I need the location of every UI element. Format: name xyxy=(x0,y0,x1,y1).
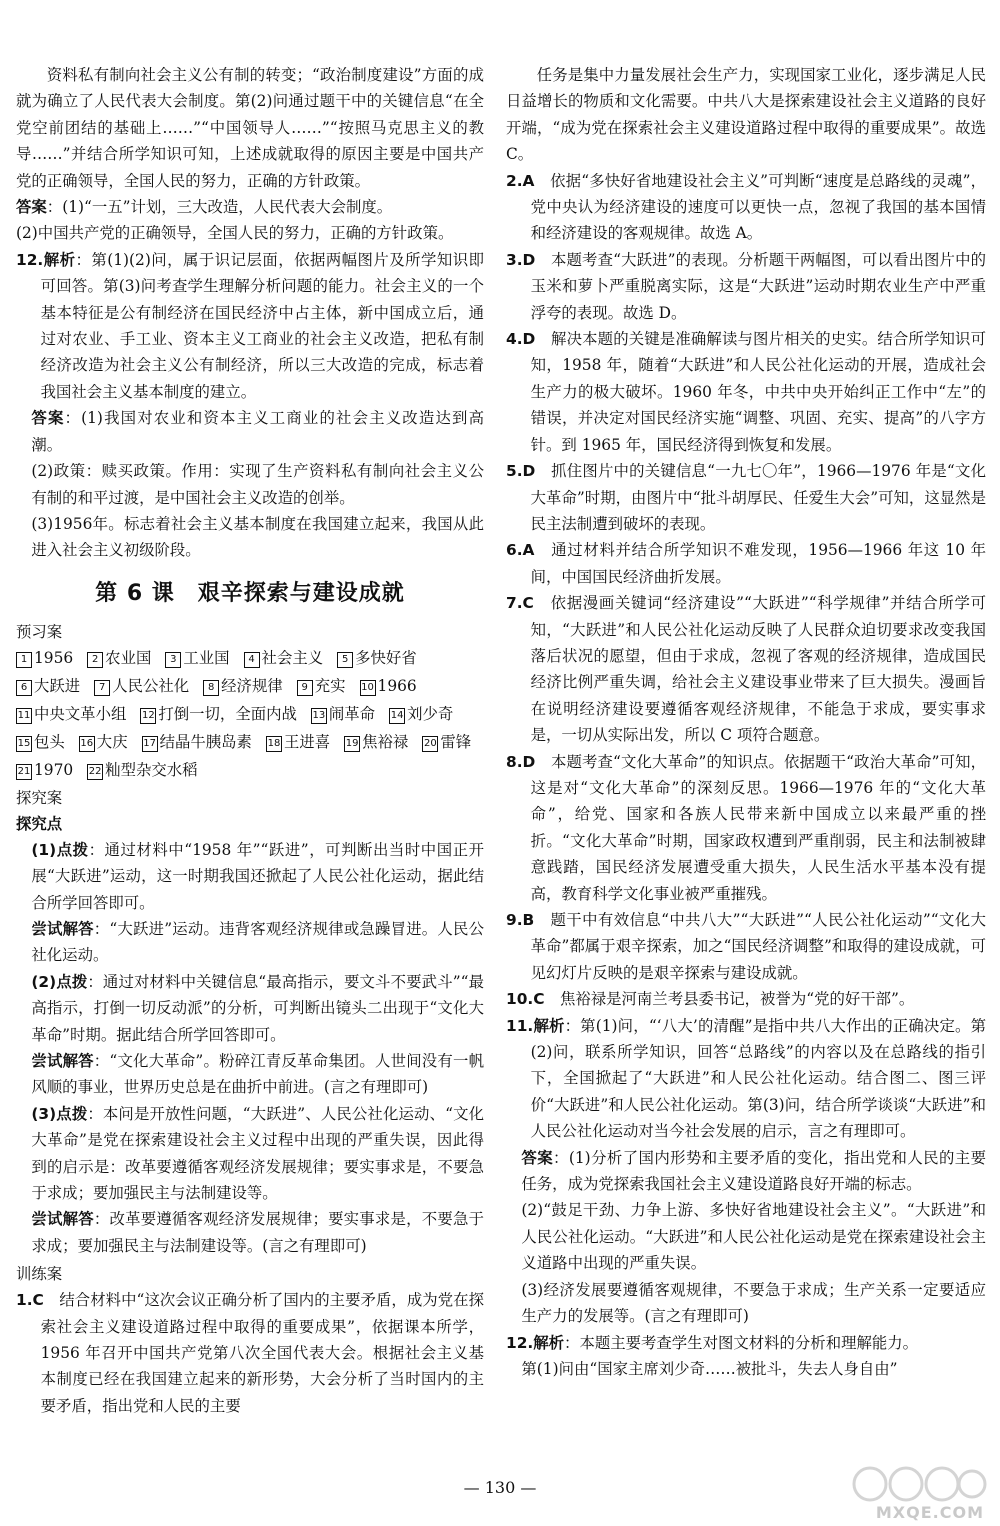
preview-answer-item xyxy=(16,729,65,755)
question-7 xyxy=(506,590,986,748)
preview-answer-text: 1966 xyxy=(377,676,417,695)
preview-answer-item xyxy=(94,673,189,699)
answer-line: (3)经济发展要遵循客观规律，不要急于求成；生产关系一定要适应生产力的发展等。(言之有理即可) xyxy=(521,1280,986,1326)
item-text: 依据漫画关键词“经济建设”“大跃进”“科学规律”并结合所学可知，“大跃进”和人民公社化运动反映了人民群众迫切要求改变我国落后状况的愿望，但由于求成，忽视了客观的经济规律，造成国民经济比例严重失调，给社会主义建设事业带来了巨大损失。漫画旨在说明经济建设要遵循客观经济规律，不能急于求成，要实事求是，一切从实际出发，所以 C 项符合题意。 xyxy=(530,594,986,745)
item-label: 5.D xyxy=(506,462,536,481)
item-label: 10.C xyxy=(506,990,545,1009)
number-box: 15 xyxy=(16,736,32,752)
preview-answer-item xyxy=(297,673,346,699)
preview-answer-text: 焦裕禄 xyxy=(362,732,409,751)
preview-answer-text: 经济规律 xyxy=(221,676,283,695)
paragraph: 资料私有制向社会主义公有制的转变；“政治制度建设”方面的成就为确立了人民代表大会制度。第(2)问通过题干中的关键信息“在全党空前团结的基础上……”“中国领导人……”“按照马克思主义的教导……”并结合所学知识可知，上述成就取得的原因主要是中国共产党的正确领导，全国人民的努力，正确的方针政策。 xyxy=(16,66,484,190)
answer-label: 答案 xyxy=(31,409,65,428)
preview-answer-item xyxy=(16,673,80,699)
question-10 xyxy=(506,986,986,1012)
item-label: (3)点拨 xyxy=(31,1104,88,1123)
item-label: 6.A xyxy=(506,541,535,560)
preview-answer-item xyxy=(344,729,408,755)
section-heading-preview: 预习案 xyxy=(16,622,63,641)
preview-answer-text: 闹革命 xyxy=(328,704,376,723)
question-11-analysis xyxy=(506,1013,986,1145)
paragraph: 任务是集中力量发展社会生产力，实现国家工业化，逐步满足人民日益增长的物质和文化需要。中共八大是探索建设社会主义道路的良好开端，“成为党在探索社会主义建设道路过程中取得的重要成果”。故选 C。 xyxy=(506,66,986,164)
section-heading-training: 训练案 xyxy=(16,1265,63,1284)
preview-answer-text: 工业国 xyxy=(183,648,230,667)
item-text: 本题考查“文化大革命”的知识点。依据题干“政治大革命”可知，这是对“文化大革命”的深刻反思。1966—1976 年的“文化大革命”，给党、国家和各族人民带来新中国成立以来最严重的挫折。“文化大革命”时期，国家政权遭到严重削弱，民主和法制被肆意践踏，国民经济发展遭受重大损失，人民生活水平基本没有提高，教育科学文化事业被严重摧残。 xyxy=(530,752,986,903)
preview-answer-text: 社会主义 xyxy=(261,648,324,667)
answer-text: ：(1)我国对农业和资本主义工商业的社会主义改造达到高潮。 xyxy=(31,409,484,454)
try-label: 尝试解答 xyxy=(31,1051,94,1070)
try-label: 尝试解答 xyxy=(31,919,94,938)
number-box: 12 xyxy=(140,708,156,724)
lesson-title: 第 6 课 艰辛探索与建设成就 xyxy=(95,580,405,606)
try-answer xyxy=(16,1048,484,1101)
number-box: 5 xyxy=(337,652,353,668)
explore-point-heading: 探究点 xyxy=(16,814,63,833)
item-label: (1)点拨 xyxy=(31,840,89,859)
answer-text: ：(1)“一五”计划，三大改造，人民代表大会制度。 xyxy=(46,198,393,217)
preview-answer-text: 籼型杂交水稻 xyxy=(105,760,198,779)
item-label: 9.B xyxy=(506,911,535,929)
item-text: 解决本题的关键是准确解读与图片相关的史实。结合所学知识可知，1958 年，随着“大跃进”和人民公社化运动的开展，造成社会生产力的极大破坏。1960 年冬，中共中央开始纠正工作中“左”的错误，并决定对国民经济实施“调整、巩固、充实、提高”的八字方针。到 1965 年，国民经济得到恢复和发展。 xyxy=(530,330,986,454)
item-label: 12.解析 xyxy=(16,250,76,269)
preview-answer-item xyxy=(337,645,417,671)
section-heading-explore: 探究案 xyxy=(16,788,63,807)
explore-item xyxy=(16,969,484,1048)
preview-answer-text: 多快好省 xyxy=(355,648,417,667)
item-text: ：通过对材料中关键信息“最高指示，要文斗不要武斗”“最高指示，打倒一切反动派”的分析，可判断出镜头二出现于“文化大革命”时期。据此结合所学回答即可。 xyxy=(31,972,484,1044)
explore-item xyxy=(16,837,484,916)
try-answer xyxy=(16,916,484,969)
item-text: 通过材料并结合所学知识不难发现，1956—1966 年这 10 年间，中国国民经济曲折发展。 xyxy=(530,541,986,586)
number-box: 11 xyxy=(16,708,32,724)
answer-line: (2)中国共产党的正确领导，全国人民的努力，正确的方针政策。 xyxy=(16,224,454,243)
preview-answer-text: 结晶牛胰岛素 xyxy=(159,732,252,751)
item-text: ：通过材料中“1958 年”“跃进”，可判断出当时中国正开展“大跃进”运动，这一时期我国还掀起了人民公社化运动，据此结合所学回答即可。 xyxy=(31,840,484,912)
preview-answer-item xyxy=(203,673,283,699)
preview-answer-item xyxy=(16,701,126,727)
item-text: 依据“多快好省地建设社会主义”可判断“速度是总路线的灵魂”，党中央认为经济建设的速度可以更快一点，忽视了我国的基本国情和经济建设的客观规律。故选 A。 xyxy=(530,171,986,243)
question-2 xyxy=(506,168,986,247)
try-text: ：“大跃进”运动。违背客观经济规律或急躁冒进。人民公社化运动。 xyxy=(31,919,484,965)
preview-answer-text: 大庆 xyxy=(96,732,128,751)
question-8 xyxy=(506,749,986,907)
preview-answer-text: 1970 xyxy=(34,760,74,779)
question-12-analysis xyxy=(506,1330,986,1356)
preview-answer-text: 包头 xyxy=(34,732,65,751)
preview-answer-text: 1956 xyxy=(34,648,74,667)
preview-answer-text: 充实 xyxy=(314,676,346,695)
preview-answer-text: 中央文革小组 xyxy=(34,704,127,723)
number-box: 8 xyxy=(203,680,219,696)
preview-answer-item xyxy=(16,645,73,671)
left-column xyxy=(16,62,484,1419)
number-box: 20 xyxy=(422,736,438,752)
number-box: 3 xyxy=(165,652,181,668)
try-answer xyxy=(16,1206,484,1259)
preview-answer-item xyxy=(165,645,229,671)
question-4 xyxy=(506,326,986,458)
preview-answer-item xyxy=(87,757,197,783)
number-box: 1 xyxy=(16,652,32,668)
preview-answer-item xyxy=(79,729,128,755)
preview-answer-item xyxy=(140,701,297,727)
answer-line: (2)政策：赎买政策。作用：实现了生产资料私有制向社会主义公有制的和平过渡，是中国社会主义改造的创举。 xyxy=(31,462,484,507)
preview-answer-text: 大跃进 xyxy=(34,676,81,695)
number-box: 4 xyxy=(244,652,260,668)
item-label: 7.C xyxy=(506,594,534,613)
preview-answer-item xyxy=(389,701,453,727)
number-box: 18 xyxy=(266,736,282,752)
number-box: 10 xyxy=(360,680,376,696)
preview-answer-item xyxy=(311,701,375,727)
question-1 xyxy=(16,1287,484,1419)
number-box: 14 xyxy=(389,708,405,724)
page-number: — 130 — xyxy=(463,1478,537,1497)
preview-answer-text: 人民公社化 xyxy=(112,676,190,695)
preview-answer-item xyxy=(16,757,73,783)
number-box: 2 xyxy=(87,652,103,668)
right-column xyxy=(506,62,986,1382)
preview-answer-item xyxy=(360,673,417,699)
preview-answer-item xyxy=(87,645,151,671)
question-9 xyxy=(506,907,986,986)
number-box: 13 xyxy=(311,708,327,724)
answer-line: (2)“鼓足干劲、力争上游、多快好省地建设社会主义”。“大跃进”和人民公社化运动。“大跃进”和人民公社化运动是党在探索建设社会主义道路中出现的严重失误。 xyxy=(521,1201,986,1273)
answer-text: ：(1)分析了国内形势和主要矛盾的变化，指出党和人民的主要任务，成为党探索我国社会主义建设道路良好开端的标志。 xyxy=(521,1148,986,1194)
answer-line xyxy=(16,405,484,458)
number-box: 21 xyxy=(16,764,32,780)
answer-line: (3)1956年。标志着社会主义基本制度在我国建立起来，我国从此进入社会主义初级阶段。 xyxy=(31,514,484,560)
try-text: ：改革要遵循客观经济发展规律；要实事求是，不要急于求成；要加强民主与法制建设等。(言之有理即可) xyxy=(31,1210,484,1255)
paragraph: 第(1)问由“国家主席刘少奇……被批斗，失去人身自由” xyxy=(521,1359,898,1378)
explore-item xyxy=(16,1101,484,1207)
item-text: ：第(1)(2)问，属于识记层面，依据两幅图片及所学知识即可回答。第(3)问考查学生理解分析问题的能力。社会主义的一个基本特征是公有制经济在国民经济中占主体，新中国成立后，通过对农业、手工业、资本主义工商业的社会主义改造，把私有制经济改造为社会主义公有制经济，所以三大改造的完成，标志着我国社会主义基本制度的建立。 xyxy=(40,250,485,401)
preview-answer-text: 王进喜 xyxy=(283,732,331,751)
preview-answer-item xyxy=(266,729,330,755)
item-text: 焦裕禄是河南兰考县委书记，被誉为“党的好干部”。 xyxy=(544,990,915,1009)
preview-answer-text: 打倒一切，全面内战 xyxy=(158,704,297,723)
question-5 xyxy=(506,458,986,537)
item-text: ：本问是开放性问题，“大跃进”、人民公社化运动、“文化大革命”是党在探索建设社会主义过程中出现的严重失误，因此得到的启示是：改革要遵循客观经济发展规律；要实事求是，不要急于求成；要加强民主与法制建设等。 xyxy=(31,1104,484,1202)
item-label: 1.C xyxy=(16,1291,44,1310)
item-label: 2.A xyxy=(506,171,535,190)
number-box: 9 xyxy=(297,680,313,696)
try-label: 尝试解答 xyxy=(31,1210,94,1229)
number-box: 17 xyxy=(142,736,158,752)
number-box: 22 xyxy=(87,764,103,780)
preview-answer-text: 刘少奇 xyxy=(407,704,454,723)
preview-answer-item xyxy=(422,729,471,755)
answer-line xyxy=(506,1145,986,1198)
preview-answer-list xyxy=(16,645,484,783)
number-box: 7 xyxy=(94,680,110,696)
question-3 xyxy=(506,247,986,326)
answer-label: 答案 xyxy=(16,198,47,217)
number-box: 16 xyxy=(79,736,95,752)
watermark-text: MXQE.COM xyxy=(875,1503,984,1522)
try-text: ：“文化大革命”。粉碎江青反革命集团。人世间没有一帆风顺的事业，世界历史总是在曲折中前进。(言之有理即可) xyxy=(31,1051,484,1097)
item-label: 4.D xyxy=(506,330,536,349)
item-text: ：本题主要考查学生对图文材料的分析和理解能力。 xyxy=(564,1333,919,1352)
item-text: 抓住图片中的关键信息“一九七〇年”，1966—1976 年是“文化大革命”时期，由图片中“批斗胡厚民、任爱生大会”可知，这显然是民主法制遭到破坏的表现。 xyxy=(530,462,986,533)
item-text: 结合材料中“这次会议正确分析了国内的主要矛盾，成为党在探索社会主义建设道路过程中取得的重要成果”，依据课本所学，1956 年召开中国共产党第八次全国代表大会。根据社会主义基本制度已经在我国建立起来的新形势，大会分析了当时国内的主要矛盾，指出党和人民的主要 xyxy=(40,1291,484,1415)
preview-answer-text: 雷锋 xyxy=(440,732,472,751)
preview-answer-text: 农业国 xyxy=(105,648,152,667)
item-text: ：第(1)问，“‘八大’的清醒”是指中共八大作出的正确决定。第(2)问，联系所学知识，回答“总路线”的内容以及在总路线的指引下，全国掀起了“大跃进”和人民公社化运动。结合图二、图三评价“大跃进”和人民公社化运动。第(3)问，结合所学谈谈“大跃进”和人民公社化运动对当今社会发展的启示，言之有理即可。 xyxy=(530,1016,987,1141)
answer-label: 答案 xyxy=(521,1148,554,1167)
item-text: 本题考查“大跃进”的表现。分析题干两幅图，可以看出图片中的玉米和萝卜严重脱离实际，这是“大跃进”运动时期农业生产中严重浮夸的表现。故选 D。 xyxy=(530,250,986,322)
answer-line xyxy=(16,194,484,220)
item-label: 12.解析 xyxy=(506,1333,565,1352)
question-12-analysis xyxy=(16,247,484,405)
item-label: 3.D xyxy=(506,250,536,269)
item-label: 11.解析 xyxy=(506,1016,565,1035)
question-6 xyxy=(506,537,986,590)
item-label: (2)点拨 xyxy=(31,972,88,991)
preview-answer-item xyxy=(142,729,252,755)
item-label: 8.D xyxy=(506,752,536,771)
number-box: 6 xyxy=(16,680,32,696)
item-text: 题干中有效信息“中共八大”“大跃进”“人民公社化运动”“文化大革命”都属于艰辛探索，加之“国民经济调整”和取得的建设成就，可见幻灯片反映的是艰辛探索与建设成就。 xyxy=(530,911,986,982)
number-box: 19 xyxy=(344,736,360,752)
preview-answer-item xyxy=(244,645,324,671)
